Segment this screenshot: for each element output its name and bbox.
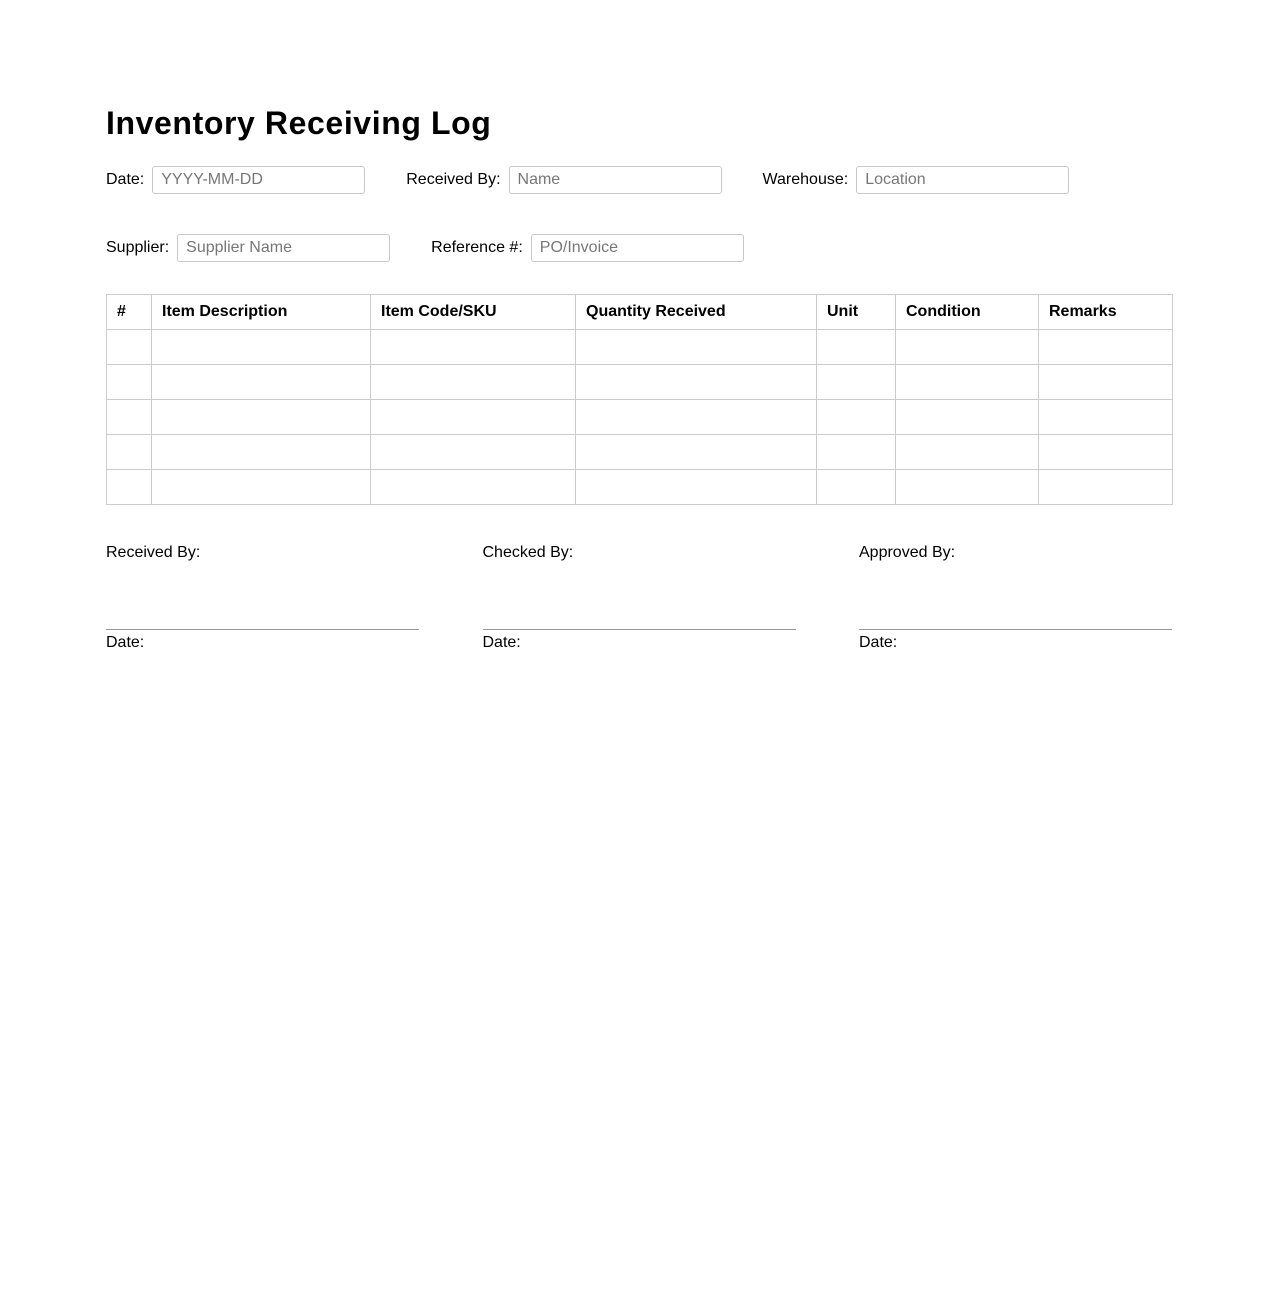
cell-item-description[interactable] — [152, 470, 371, 505]
column-header-remarks: Remarks — [1039, 295, 1173, 330]
cell-unit[interactable] — [817, 330, 896, 365]
table-row — [107, 365, 1173, 400]
cell-condition[interactable] — [896, 470, 1039, 505]
items-table — [106, 294, 1173, 505]
date-input[interactable] — [152, 166, 365, 194]
cell-quantity-received[interactable] — [576, 365, 817, 400]
header-fields-row-2 — [106, 234, 785, 262]
received-by-input[interactable] — [509, 166, 722, 194]
cell-remarks[interactable] — [1039, 435, 1173, 470]
signature-line — [483, 629, 796, 630]
warehouse-label: Warehouse: — [762, 171, 849, 188]
cell-remarks[interactable] — [1039, 470, 1173, 505]
cell-number[interactable] — [107, 400, 152, 435]
cell-condition[interactable] — [896, 330, 1039, 365]
supplier-input[interactable] — [177, 234, 390, 262]
cell-item-code[interactable] — [371, 400, 576, 435]
signature-line — [859, 629, 1172, 630]
cell-number[interactable] — [107, 435, 152, 470]
table-row — [107, 330, 1173, 365]
cell-unit[interactable] — [817, 435, 896, 470]
column-header-quantity-received: Quantity Received — [576, 295, 817, 330]
signature-line — [106, 629, 419, 630]
cell-number[interactable] — [107, 365, 152, 400]
reference-label: Reference #: — [431, 239, 523, 256]
supplier-field-group — [106, 234, 390, 262]
table-row — [107, 470, 1173, 505]
date-field-group — [106, 166, 365, 194]
header-fields-row-1 — [106, 166, 1110, 194]
column-header-item-description: Item Description — [152, 295, 371, 330]
cell-remarks[interactable] — [1039, 330, 1173, 365]
column-header-condition: Condition — [896, 295, 1039, 330]
table-header-row — [107, 295, 1173, 330]
warehouse-input[interactable] — [856, 166, 1069, 194]
signature-checked-by-label: Checked By: — [482, 544, 574, 561]
cell-remarks[interactable] — [1039, 365, 1173, 400]
cell-quantity-received[interactable] — [576, 470, 817, 505]
supplier-label: Supplier: — [106, 239, 170, 256]
cell-item-description[interactable] — [152, 365, 371, 400]
cell-item-description[interactable] — [152, 400, 371, 435]
reference-field-group — [431, 234, 744, 262]
page-title: Inventory Receiving Log — [106, 105, 492, 141]
cell-item-code[interactable] — [371, 365, 576, 400]
date-label: Date: — [106, 171, 145, 188]
signature-checked-by — [483, 543, 796, 653]
reference-input[interactable] — [531, 234, 744, 262]
cell-item-code[interactable] — [371, 330, 576, 365]
cell-item-description[interactable] — [152, 330, 371, 365]
cell-condition[interactable] — [896, 435, 1039, 470]
signature-date-label: Date: — [859, 634, 898, 651]
table-row — [107, 400, 1173, 435]
cell-quantity-received[interactable] — [576, 435, 817, 470]
column-header-item-code: Item Code/SKU — [371, 295, 576, 330]
cell-unit[interactable] — [817, 470, 896, 505]
cell-condition[interactable] — [896, 400, 1039, 435]
cell-item-code[interactable] — [371, 435, 576, 470]
cell-quantity-received[interactable] — [576, 330, 817, 365]
cell-condition[interactable] — [896, 365, 1039, 400]
signature-approved-by — [859, 543, 1172, 653]
signature-section — [106, 543, 1172, 653]
cell-item-description[interactable] — [152, 435, 371, 470]
signature-approved-by-label: Approved By: — [859, 544, 956, 561]
cell-quantity-received[interactable] — [576, 400, 817, 435]
cell-unit[interactable] — [817, 365, 896, 400]
signature-received-by-label: Received By: — [106, 544, 201, 561]
cell-unit[interactable] — [817, 400, 896, 435]
table-row — [107, 435, 1173, 470]
cell-number[interactable] — [107, 330, 152, 365]
signature-date-label: Date: — [106, 634, 145, 651]
warehouse-field-group — [763, 166, 1070, 194]
received-by-field-group — [406, 166, 721, 194]
signature-received-by — [106, 543, 419, 653]
column-header-number: # — [107, 295, 152, 330]
column-header-unit: Unit — [817, 295, 896, 330]
cell-number[interactable] — [107, 470, 152, 505]
cell-remarks[interactable] — [1039, 400, 1173, 435]
signature-date-label: Date: — [482, 634, 521, 651]
cell-item-code[interactable] — [371, 470, 576, 505]
received-by-label: Received By: — [406, 171, 501, 188]
